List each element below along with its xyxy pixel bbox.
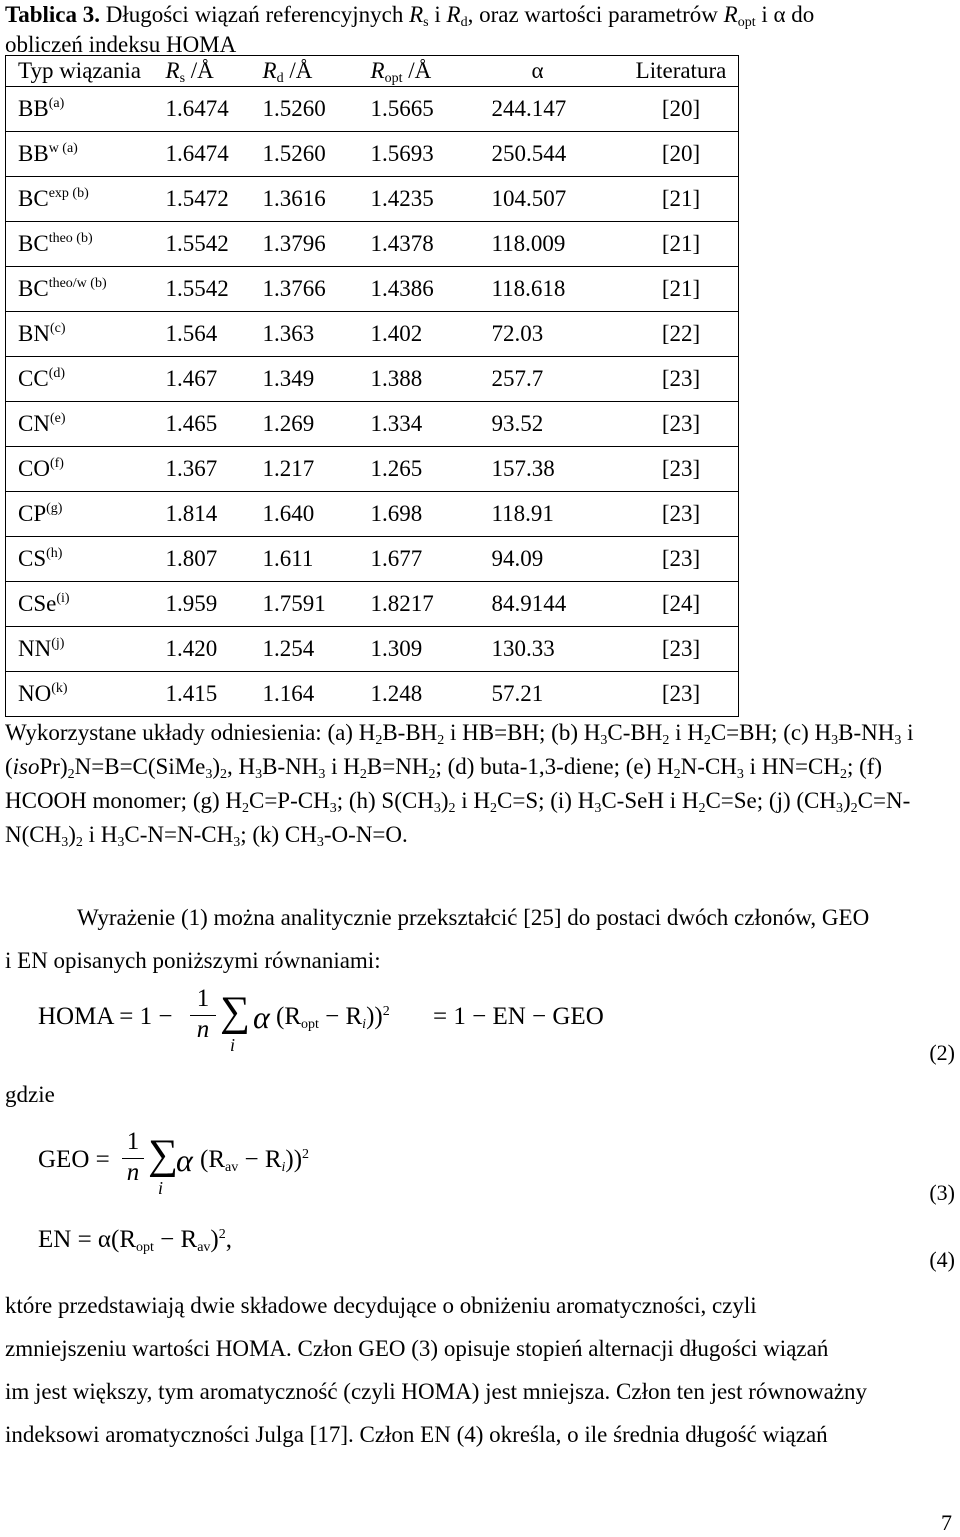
alpha-cell: 257.7 bbox=[490, 357, 625, 402]
literature-cell: [20] bbox=[625, 132, 739, 177]
literature-cell: [23] bbox=[625, 627, 739, 672]
paragraph-line: które przedstawiają dwie składowe decydujące o obniżeniu aromatyczności, czyli bbox=[5, 1293, 757, 1318]
ropt-cell: 1.698 bbox=[371, 492, 490, 537]
alpha-symbol: α bbox=[253, 999, 270, 1035]
unit: /Å bbox=[402, 58, 432, 83]
bond-cell bbox=[6, 402, 166, 447]
table-row bbox=[6, 537, 739, 582]
table-row bbox=[6, 177, 739, 222]
ropt-cell: 1.402 bbox=[371, 312, 490, 357]
bond-cell bbox=[6, 582, 166, 627]
bond-footnote: (a) bbox=[48, 96, 65, 111]
caption-label: Tablica 3. bbox=[5, 2, 101, 27]
paragraph-line: i EN opisanych poniższymi równaniami: bbox=[5, 948, 381, 973]
ropt-cell: 1.248 bbox=[371, 672, 490, 717]
eq2-lhs: HOMA = 1 − bbox=[38, 1003, 173, 1030]
bond-length-table bbox=[5, 55, 739, 717]
reference-systems-note: Wykorzystane układy odniesienia: (a) $H_2B-BH_2$ i HB=BH; (b) $H_3C-BH_2$ i $H_2C=BH$; (c) $H_3B-NH_3$ i $(isoPr)_2N=B=C(SiMe_3)_2$, $H_3B-NH_3$ i $H_2B=NH_2$; (d) buta-1,3-diene; (e) $H_2N-CH_3$ i $HN=CH_2$; (f) HCOOH monomer; (g) $H_2C=P-CH_3$; (h) $S(CH_3)_2$ i $H_2C=S$; (i) $H_3C$-SeH i $H_2C=Se$; (j) $(CH_3)_2C=N-N(CH_3)_2$ i $H_3C-N=N-CH_3$; (k) $CH_3-O-N=O$. bbox=[5, 720, 914, 850]
symbol-ropt: R bbox=[370, 58, 385, 83]
literature-cell: [23] bbox=[625, 447, 739, 492]
header-alpha: α bbox=[490, 56, 625, 87]
eq2-body: $(R_{opt} - R_i))^2$ bbox=[276, 1003, 390, 1032]
eq3-lhs: GEO = bbox=[38, 1146, 110, 1173]
subscript: s bbox=[423, 15, 429, 30]
alpha-cell: 130.33 bbox=[490, 627, 625, 672]
bond-label: BB bbox=[18, 141, 49, 166]
ropt-cell: 1.4235 bbox=[371, 177, 490, 222]
sum-index: i bbox=[158, 1178, 164, 1198]
bond-label: CS bbox=[18, 546, 47, 571]
sum-symbol: ∑ bbox=[220, 989, 250, 1035]
bond-label: NO bbox=[18, 681, 52, 706]
fraction-denominator: n bbox=[196, 1016, 210, 1043]
subscript: s bbox=[179, 71, 186, 86]
page-number: 7 bbox=[941, 1510, 952, 1535]
header-literature: Literatura bbox=[625, 56, 739, 87]
alpha-cell: 57.21 bbox=[490, 672, 625, 717]
sum-index: i bbox=[230, 1035, 236, 1055]
rs-cell: 1.6474 bbox=[166, 132, 263, 177]
rd-cell: 1.3616 bbox=[263, 177, 371, 222]
eq2-rhs: = 1 − EN − GEO bbox=[433, 1003, 604, 1030]
alpha-cell: 118.618 bbox=[490, 267, 625, 312]
alpha-cell: 250.544 bbox=[490, 132, 625, 177]
bond-label: BC bbox=[18, 186, 49, 211]
bond-footnote: (c) bbox=[49, 321, 66, 336]
equation-4 bbox=[38, 1226, 638, 1276]
rd-cell: 1.217 bbox=[263, 447, 371, 492]
ropt-cell: 1.677 bbox=[371, 537, 490, 582]
equation-number-4: (4) bbox=[929, 1247, 955, 1272]
rs-cell: 1.5542 bbox=[166, 267, 263, 312]
rd-cell: 1.164 bbox=[263, 672, 371, 717]
eq3-body: $(R_{av} - R_i))^2$ bbox=[200, 1146, 310, 1175]
table-row bbox=[6, 132, 739, 177]
literature-cell: [24] bbox=[625, 582, 739, 627]
table-header-row bbox=[6, 56, 739, 87]
ropt-cell: 1.265 bbox=[371, 447, 490, 492]
caption-text: Długości wiązań referencyjnych bbox=[100, 2, 410, 27]
rs-cell: 1.5542 bbox=[166, 222, 263, 267]
caption-text: i bbox=[428, 2, 447, 27]
symbol-rs: R bbox=[409, 2, 424, 27]
literature-cell: [23] bbox=[625, 402, 739, 447]
bond-footnote: (e) bbox=[49, 411, 66, 426]
bond-footnote: (g) bbox=[46, 501, 63, 516]
literature-cell: [23] bbox=[625, 492, 739, 537]
subscript: opt bbox=[737, 15, 756, 30]
rs-cell: 1.564 bbox=[166, 312, 263, 357]
rs-cell: 1.415 bbox=[166, 672, 263, 717]
table-row bbox=[6, 222, 739, 267]
bond-cell bbox=[6, 672, 166, 717]
caption-text: , oraz wartości parametrów bbox=[467, 2, 724, 27]
rd-cell: 1.3796 bbox=[263, 222, 371, 267]
symbol-rd: R bbox=[446, 2, 461, 27]
bond-cell bbox=[6, 447, 166, 492]
rs-cell: 1.5472 bbox=[166, 177, 263, 222]
literature-cell: [21] bbox=[625, 222, 739, 267]
rs-cell: 1.467 bbox=[166, 357, 263, 402]
eq4-lhs: EN = α bbox=[38, 1226, 112, 1253]
table-caption bbox=[5, 0, 955, 60]
rs-cell: 1.420 bbox=[166, 627, 263, 672]
bond-label: BC bbox=[18, 276, 49, 301]
fraction-numerator: 1 bbox=[126, 1128, 140, 1155]
bond-label: NN bbox=[18, 636, 52, 661]
bond-footnote: (d) bbox=[48, 366, 66, 381]
bond-cell bbox=[6, 132, 166, 177]
paragraph-line: indeksowi aromatyczności Julga [17]. Człon EN (4) określa, o ile średnia długość wiązań bbox=[5, 1422, 828, 1447]
paragraph-body bbox=[5, 1284, 955, 1456]
table-row bbox=[6, 267, 739, 312]
rd-cell: 1.640 bbox=[263, 492, 371, 537]
table-row bbox=[6, 672, 739, 717]
rs-cell: 1.807 bbox=[166, 537, 263, 582]
bond-cell bbox=[6, 312, 166, 357]
eq2-fraction bbox=[188, 985, 218, 1044]
rd-cell: 1.5260 bbox=[263, 87, 371, 132]
sum-symbol: ∑ bbox=[148, 1132, 178, 1178]
literature-cell: [20] bbox=[625, 87, 739, 132]
alpha-cell: 93.52 bbox=[490, 402, 625, 447]
paragraph-line: Wyrażenie (1) można analitycznie przekształcić [25] do postaci dwóch członów, GEO bbox=[77, 905, 870, 930]
rd-cell: 1.269 bbox=[263, 402, 371, 447]
bond-label: CSe bbox=[18, 591, 57, 616]
paragraph-line: zmniejszeniu wartości HOMA. Człon GEO (3) opisuje stopień alternacji długości wiązań bbox=[5, 1336, 829, 1361]
rd-cell: 1.3766 bbox=[263, 267, 371, 312]
alpha-cell: 157.38 bbox=[490, 447, 625, 492]
bond-label: CN bbox=[18, 411, 50, 436]
bond-footnote: (k) bbox=[51, 681, 68, 696]
rs-cell: 1.6474 bbox=[166, 87, 263, 132]
bond-footnote: (i) bbox=[56, 591, 70, 606]
bond-label: BN bbox=[18, 321, 50, 346]
subscript: d bbox=[276, 71, 284, 86]
bond-cell bbox=[6, 492, 166, 537]
bond-cell bbox=[6, 222, 166, 267]
rd-cell: 1.7591 bbox=[263, 582, 371, 627]
ropt-cell: 1.5693 bbox=[371, 132, 490, 177]
table-row bbox=[6, 87, 739, 132]
ropt-cell: 1.334 bbox=[371, 402, 490, 447]
equation-2 bbox=[38, 985, 938, 1065]
literature-cell: [23] bbox=[625, 357, 739, 402]
equation-number-2: (2) bbox=[929, 1040, 955, 1065]
bond-label: BB bbox=[18, 96, 49, 121]
caption-text: i α do bbox=[755, 2, 815, 27]
bond-footnote: (j) bbox=[51, 636, 65, 651]
bond-footnote: (h) bbox=[46, 546, 63, 561]
header-bond-type: Typ wiązania bbox=[6, 56, 166, 87]
ropt-cell: 1.388 bbox=[371, 357, 490, 402]
alpha-cell: 118.009 bbox=[490, 222, 625, 267]
rd-cell: 1.5260 bbox=[263, 132, 371, 177]
equation-3 bbox=[38, 1128, 638, 1208]
table-row bbox=[6, 627, 739, 672]
rd-cell: 1.254 bbox=[263, 627, 371, 672]
bond-cell bbox=[6, 357, 166, 402]
bond-footnote: (f) bbox=[49, 456, 64, 471]
table-row bbox=[6, 492, 739, 537]
rs-cell: 1.367 bbox=[166, 447, 263, 492]
eq4-body: $(R_{opt} - R_{av})^2$, bbox=[111, 1226, 232, 1255]
bond-cell bbox=[6, 267, 166, 312]
ropt-cell: 1.5665 bbox=[371, 87, 490, 132]
unit: /Å bbox=[185, 58, 214, 83]
rd-cell: 1.349 bbox=[263, 357, 371, 402]
rd-cell: 1.363 bbox=[263, 312, 371, 357]
rd-cell: 1.611 bbox=[263, 537, 371, 582]
literature-cell: [23] bbox=[625, 537, 739, 582]
bond-label: CP bbox=[18, 501, 47, 526]
header-rd bbox=[263, 56, 371, 87]
symbol-rs: R bbox=[165, 58, 180, 83]
ropt-cell: 1.8217 bbox=[371, 582, 490, 627]
fraction-numerator: 1 bbox=[196, 985, 210, 1012]
literature-cell: [21] bbox=[625, 267, 739, 312]
bond-label: BC bbox=[18, 231, 49, 256]
subscript: opt bbox=[384, 71, 403, 86]
caption-text: obliczeń indeksu HOMA bbox=[5, 32, 237, 57]
alpha-cell: 118.91 bbox=[490, 492, 625, 537]
literature-cell: [23] bbox=[625, 672, 739, 717]
bond-label: CO bbox=[18, 456, 50, 481]
bond-footnote: exp (b) bbox=[48, 186, 89, 201]
equation-number-3: (3) bbox=[929, 1180, 955, 1205]
rs-cell: 1.814 bbox=[166, 492, 263, 537]
table-row bbox=[6, 447, 739, 492]
paragraph-intro bbox=[5, 896, 955, 982]
alpha-symbol: α bbox=[176, 1142, 193, 1178]
header-ropt bbox=[371, 56, 490, 87]
symbol-ropt: R bbox=[723, 2, 738, 27]
bond-cell bbox=[6, 177, 166, 222]
bond-cell bbox=[6, 627, 166, 672]
literature-cell: [21] bbox=[625, 177, 739, 222]
alpha-cell: 104.507 bbox=[490, 177, 625, 222]
rs-cell: 1.959 bbox=[166, 582, 263, 627]
eq3-fraction bbox=[120, 1128, 146, 1187]
table-row bbox=[6, 402, 739, 447]
header-rs bbox=[166, 56, 263, 87]
ropt-cell: 1.309 bbox=[371, 627, 490, 672]
word-gdzie: gdzie bbox=[5, 1082, 55, 1107]
unit: /Å bbox=[283, 58, 313, 83]
bond-footnote: theo (b) bbox=[48, 231, 93, 246]
rs-cell: 1.465 bbox=[166, 402, 263, 447]
literature-cell: [22] bbox=[625, 312, 739, 357]
subscript: d bbox=[460, 15, 468, 30]
ropt-cell: 1.4378 bbox=[371, 222, 490, 267]
bond-label: CC bbox=[18, 366, 49, 391]
table-row bbox=[6, 312, 739, 357]
bond-cell bbox=[6, 87, 166, 132]
table-row bbox=[6, 582, 739, 627]
paragraph-line: im jest większy, tym aromatyczność (czyli HOMA) jest mniejsza. Człon ten jest równoważny bbox=[5, 1379, 868, 1404]
fraction-denominator: n bbox=[126, 1159, 140, 1186]
table-row bbox=[6, 357, 739, 402]
bond-footnote: w (a) bbox=[48, 141, 78, 156]
symbol-rd: R bbox=[262, 58, 277, 83]
alpha-cell: 94.09 bbox=[490, 537, 625, 582]
alpha-cell: 72.03 bbox=[490, 312, 625, 357]
bond-footnote: theo/w (b) bbox=[48, 276, 107, 291]
alpha-cell: 84.9144 bbox=[490, 582, 625, 627]
bond-cell bbox=[6, 537, 166, 582]
ropt-cell: 1.4386 bbox=[371, 267, 490, 312]
alpha-cell: 244.147 bbox=[490, 87, 625, 132]
